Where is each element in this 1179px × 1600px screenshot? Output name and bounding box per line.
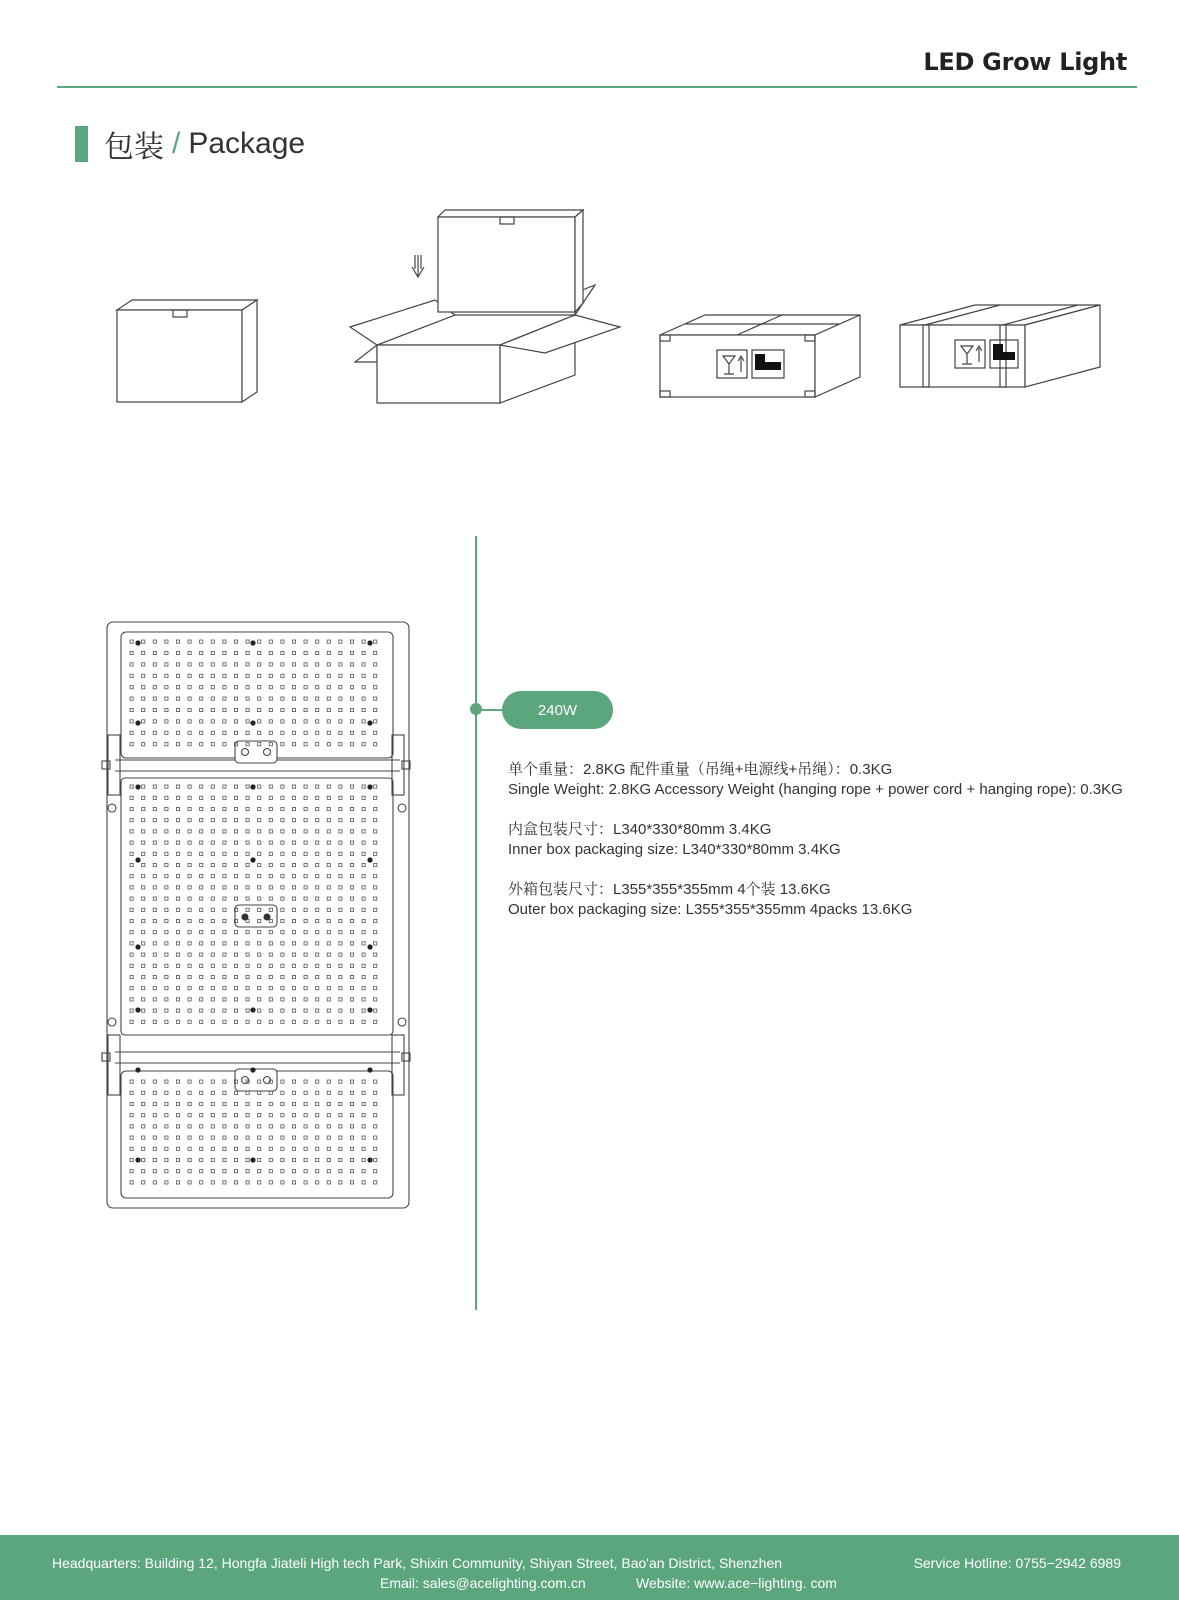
footer-hotline: Service Hotline: 0755−2942 6989 xyxy=(913,1555,1121,1571)
product-box-illustration xyxy=(112,295,262,405)
section-heading xyxy=(75,122,305,166)
mount-screw xyxy=(367,784,372,789)
mount-screw xyxy=(250,1007,255,1012)
spec-weight-en: Single Weight: 2.8KG Accessory Weight (hanging rope + power cord + hanging rope): 0.3KG xyxy=(508,781,1123,798)
mount-screw xyxy=(367,1157,372,1162)
mount-screw xyxy=(367,857,372,862)
mount-screw xyxy=(367,720,372,725)
footer-email[interactable]: Email: sales@acelighting.com.cn xyxy=(380,1575,586,1591)
mount-screw xyxy=(250,1067,255,1072)
spec-inner-box xyxy=(508,820,1123,860)
footer-headquarters: Headquarters: Building 12, Hongfa Jiateli High tech Park, Shixin Community, Shiyan Street, Bao'an District, Shenzhen xyxy=(52,1555,783,1571)
mount-screw xyxy=(250,857,255,862)
carton-packing-illustration xyxy=(345,205,625,410)
spec-outer-box xyxy=(508,880,1123,920)
spec-list xyxy=(508,760,1123,940)
mount-screw xyxy=(250,720,255,725)
mount-screw xyxy=(135,784,140,789)
mount-screw xyxy=(135,1157,140,1162)
strapped-carton-illustration xyxy=(895,300,1107,395)
mount-screw xyxy=(367,1007,372,1012)
wattage-badge: 240W xyxy=(502,691,613,729)
spec-inner-box-cn: 内盒包装尺寸：L340*330*80mm 3.4KG xyxy=(508,821,772,838)
spec-inner-box-en: Inner box packaging size: L340*330*80mm 3.4KG xyxy=(508,841,841,858)
mount-screw xyxy=(250,640,255,645)
header-rule xyxy=(57,86,1137,88)
section-accent-bar xyxy=(75,126,88,162)
mount-screw xyxy=(367,1067,372,1072)
spec-outer-box-en: Outer box packaging size: L355*355*355mm 4packs 13.6KG xyxy=(508,901,913,918)
mount-screw xyxy=(250,1157,255,1162)
mount-screw xyxy=(135,944,140,949)
section-title-cn: 包装 xyxy=(104,131,164,164)
mount-screw xyxy=(367,944,372,949)
mount-screw xyxy=(135,720,140,725)
spec-outer-box-cn: 外箱包装尺寸：L355*355*355mm 4个装 13.6KG xyxy=(508,881,831,898)
shipping-carton-illustration xyxy=(655,310,867,405)
spec-weight xyxy=(508,760,1123,800)
mount-screw xyxy=(250,784,255,789)
mount-screw xyxy=(135,1007,140,1012)
mount-screw xyxy=(367,640,372,645)
footer-website[interactable]: Website: www.ace−lighting. com xyxy=(636,1575,837,1591)
mount-screw xyxy=(135,857,140,862)
packaging-illustrations xyxy=(0,200,1179,420)
spec-weight-cn: 单个重量：2.8KG 配件重量（吊绳+电源线+吊绳）：0.3KG xyxy=(508,761,893,778)
mount-screw xyxy=(135,640,140,645)
divider-dot xyxy=(470,703,482,715)
led-panel-diagram xyxy=(100,615,420,1215)
footer xyxy=(0,1535,1179,1600)
mount-screw xyxy=(135,1067,140,1072)
vertical-divider xyxy=(475,536,477,1310)
section-title-slash: / xyxy=(172,127,181,160)
section-title-en: Package xyxy=(188,127,306,160)
brand-title: LED Grow Light xyxy=(923,48,1127,76)
